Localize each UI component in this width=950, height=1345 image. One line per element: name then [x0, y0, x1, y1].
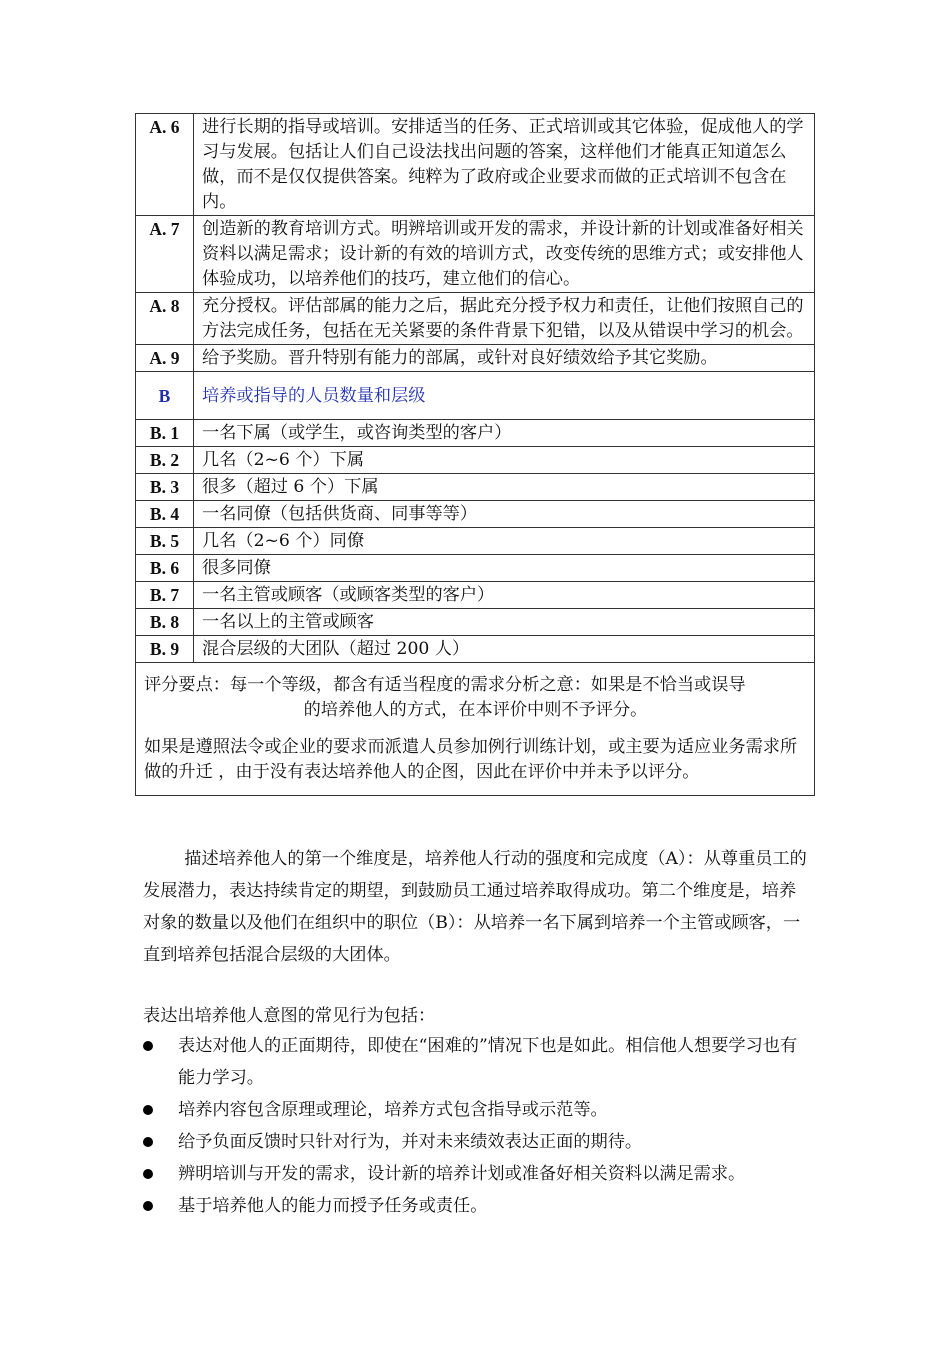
section-header-row	[136, 372, 815, 420]
level-description: 给予奖励。晋升特别有能力的部属，或针对良好绩效给予其它奖励。	[194, 345, 815, 372]
bullet-icon	[143, 1169, 153, 1179]
list-item: 表达对他人的正面期待，即使在“困难的”情况下也是如此。相信他人想要学习也有能力学习。	[143, 1030, 813, 1094]
table-row	[136, 447, 815, 474]
level-code: A. 7	[136, 216, 194, 293]
level-description: 创造新的教育培训方式。明辨培训或开发的需求，并设计新的计划或准备好相关资料以满足需求；设计新的有效的培训方式，改变传统的思维方式；或安排他人体验成功，以培养他们的技巧，建立他们的信心。	[194, 216, 815, 293]
level-code: B. 4	[136, 501, 194, 528]
level-code: B. 7	[136, 582, 194, 609]
table-row	[136, 528, 815, 555]
table-row	[136, 345, 815, 372]
intro-paragraph: 描述培养他人的第一个维度是，培养他人行动的强度和完成度（A）：从尊重员工的发展潜力，表达持续肯定的期望，到鼓励员工通过培养取得成功。第二个维度是，培养对象的数量以及他们在组织中的职位（B）：从培养一名下属到培养一个主管或顾客，一直到培养包括混合层级的大团体。	[143, 849, 807, 965]
section-title: 培养或指导的人员数量和层级	[194, 372, 815, 420]
list-item: 培养内容包含原理或理论，培养方式包含指导或示范等。	[143, 1094, 813, 1126]
table-row	[136, 555, 815, 582]
competency-level-table	[135, 113, 815, 796]
list-item: 辨明培训与开发的需求，设计新的培养计划或准备好相关资料以满足需求。	[143, 1158, 813, 1190]
level-description: 几名（2~6 个）同僚	[194, 528, 815, 555]
level-description: 一名以上的主管或顾客	[194, 609, 815, 636]
level-code: A. 9	[136, 345, 194, 372]
table-row	[136, 636, 815, 663]
notes-row	[136, 663, 815, 796]
table-row	[136, 609, 815, 636]
level-description: 几名（2~6 个）下属	[194, 447, 815, 474]
level-description: 一名同僚（包括供货商、同事等等）	[194, 501, 815, 528]
scoring-note-1-line1: 评分要点：每一个等级，都含有适当程度的需求分析之意：如果是不恰当或误导	[144, 675, 746, 695]
list-item: 给予负面反馈时只针对行为，并对未来绩效表达正面的期待。	[143, 1126, 813, 1158]
list-title: 表达出培养他人意图的常见行为包括：	[143, 1006, 436, 1026]
level-code: B. 6	[136, 555, 194, 582]
level-code: B. 8	[136, 609, 194, 636]
level-description: 充分授权。评估部属的能力之后，据此充分授予权力和责任，让他们按照自己的方法完成任务，包括在无关紧要的条件背景下犯错，以及从错误中学习的机会。	[194, 293, 815, 345]
level-description: 一名主管或顾客（或顾客类型的客户）	[194, 582, 815, 609]
scoring-note-1	[144, 673, 807, 723]
level-code: B. 3	[136, 474, 194, 501]
level-code: A. 8	[136, 293, 194, 345]
bullet-icon	[143, 1041, 153, 1051]
level-description: 一名下属（或学生，或咨询类型的客户）	[194, 420, 815, 447]
table-row	[136, 420, 815, 447]
level-code: B. 9	[136, 636, 194, 663]
level-code: B. 1	[136, 420, 194, 447]
level-description: 混合层级的大团队（超过 200 人）	[194, 636, 815, 663]
level-code: B. 2	[136, 447, 194, 474]
scoring-notes	[136, 663, 815, 796]
table-row	[136, 501, 815, 528]
level-code: A. 6	[136, 114, 194, 216]
scoring-note-2: 如果是遵照法令或企业的要求而派遣人员参加例行训练计划，或主要为适应业务需求所做的升迁 ，由于没有表达培养他人的企图，因此在评价中并未予以评分。	[144, 737, 798, 782]
bullet-icon	[143, 1105, 153, 1115]
table-row	[136, 216, 815, 293]
table-row	[136, 582, 815, 609]
level-description: 进行长期的指导或培训。安排适当的任务、正式培训或其它体验，促成他人的学习与发展。包括让人们自己设法找出问题的答案，这样他们才能真正知道怎么做，而不是仅仅提供答案。纯粹为了政府或企业要求而做的正式培训不包含在内。	[194, 114, 815, 216]
table-row	[136, 474, 815, 501]
level-description: 很多（超过 6 个）下属	[194, 474, 815, 501]
section-code: B	[136, 372, 194, 420]
table-row	[136, 114, 815, 216]
level-code: B. 5	[136, 528, 194, 555]
behavior-list	[143, 1030, 813, 1222]
bullet-icon	[143, 1137, 153, 1147]
table-row	[136, 293, 815, 345]
level-description: 很多同僚	[194, 555, 815, 582]
list-item: 基于培养他人的能力而授予任务或责任。	[143, 1190, 813, 1222]
scoring-note-1-line2: 的培养他人的方式，在本评价中则不予评分。	[303, 700, 648, 720]
bullet-icon	[143, 1201, 153, 1211]
